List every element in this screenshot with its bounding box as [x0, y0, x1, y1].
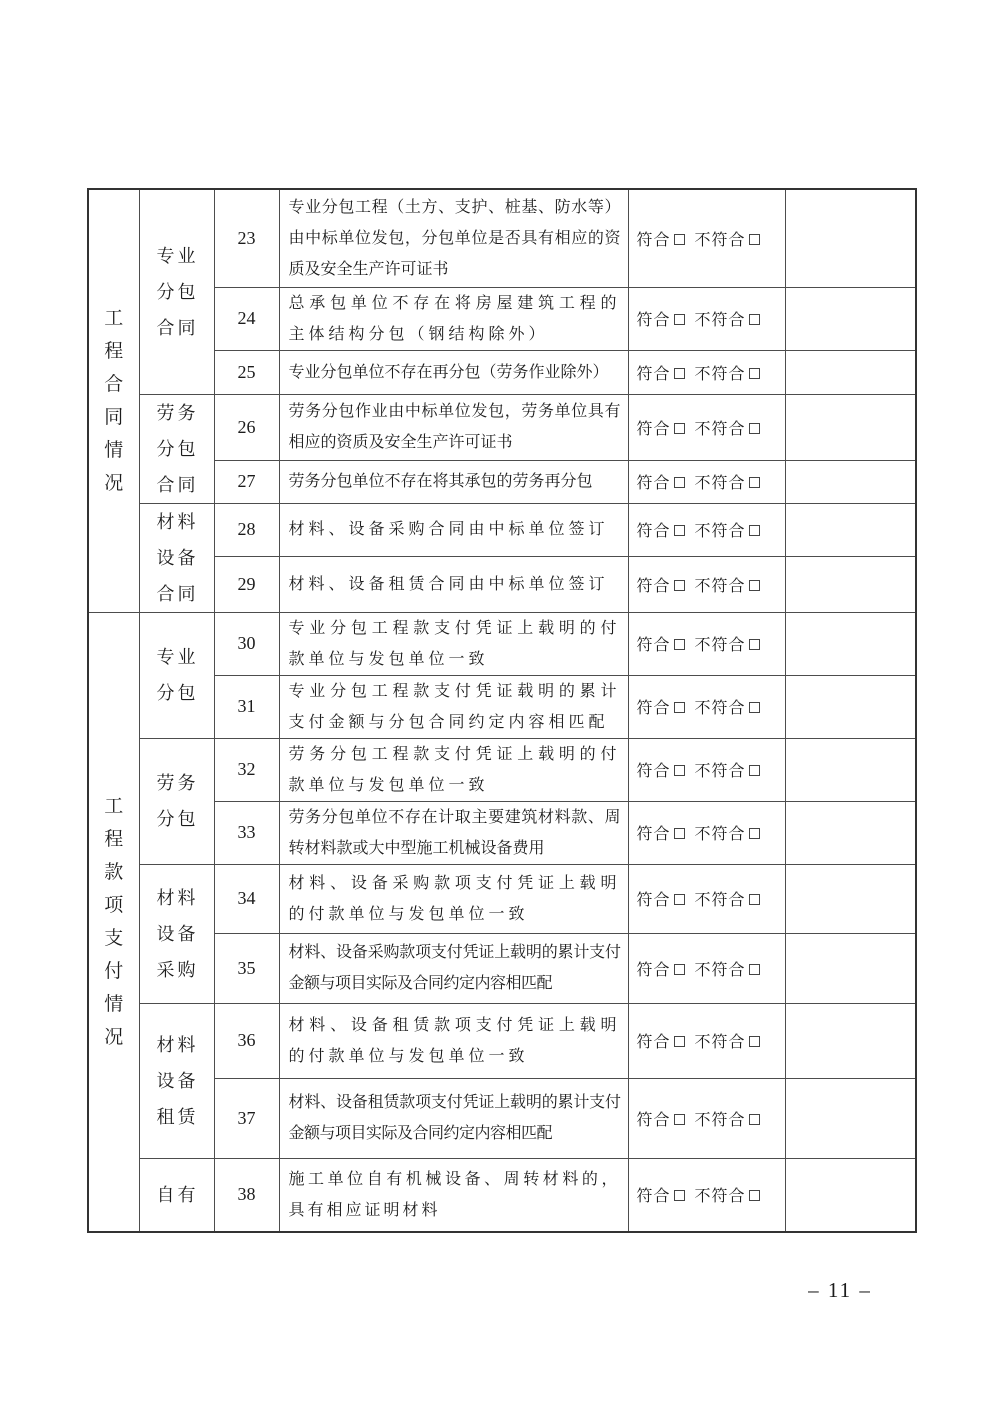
compliance-options [628, 738, 785, 801]
compliance-options [628, 557, 785, 612]
compliance-ok-label: 符合 [636, 763, 671, 780]
compliance-no-checkbox[interactable] [749, 828, 760, 839]
compliance-ok-label: 符合 [636, 312, 671, 329]
item-description: 材料、设备租赁合同由中标单位签订 [279, 557, 628, 612]
compliance-no-label: 不符合 [694, 1034, 746, 1051]
item-description: 材料、设备租赁款项支付凭证上载明的付款单位与发包单位一致 [279, 1003, 628, 1078]
compliance-ok-label: 符合 [636, 637, 671, 654]
item-description: 材料、设备采购款项支付凭证上载明的累计支付金额与项目实际及合同约定内容相匹配 [279, 933, 628, 1003]
category-cell-payment-status [88, 612, 139, 1232]
compliance-ok-label: 符合 [636, 523, 671, 541]
compliance-options [628, 612, 785, 675]
compliance-no-label: 不符合 [694, 420, 746, 438]
compliance-ok-label: 符合 [636, 700, 671, 717]
compliance-options [628, 864, 785, 933]
inspection-checklist-table [87, 188, 917, 1233]
item-number: 33 [214, 801, 279, 864]
compliance-no-label: 不符合 [694, 826, 746, 843]
group-cell-professional-subcontract-payment [139, 612, 214, 738]
compliance-ok-checkbox[interactable] [674, 964, 685, 975]
compliance-no-label: 不符合 [694, 700, 746, 717]
item-number: 35 [214, 933, 279, 1003]
group-label: 自有 [156, 1184, 199, 1205]
compliance-ok-checkbox[interactable] [674, 234, 685, 245]
item-description: 专业分包单位不存在再分包（劳务作业除外） [279, 350, 628, 394]
remarks-cell [785, 1078, 916, 1158]
item-number: 36 [214, 1003, 279, 1078]
item-description: 专业分包工程款支付凭证载明的累计支付金额与分包合同约定内容相匹配 [279, 675, 628, 738]
item-number: 26 [214, 394, 279, 460]
compliance-no-label: 不符合 [694, 475, 746, 492]
compliance-options [628, 933, 785, 1003]
item-description: 劳务分包单位不存在将其承包的劳务再分包 [279, 460, 628, 503]
compliance-no-checkbox[interactable] [749, 314, 760, 325]
group-cell-self-owned [139, 1158, 214, 1232]
compliance-no-label: 不符合 [694, 961, 746, 979]
compliance-no-checkbox[interactable] [749, 1114, 760, 1125]
remarks-cell [785, 287, 916, 350]
item-description: 劳务分包单位不存在计取主要建筑材料款、周转材料款或大中型施工机械设备费用 [279, 801, 628, 864]
compliance-ok-label: 符合 [636, 577, 671, 595]
compliance-options [628, 460, 785, 503]
remarks-cell [785, 738, 916, 801]
remarks-cell [785, 864, 916, 933]
remarks-cell [785, 503, 916, 557]
compliance-ok-checkbox[interactable] [674, 314, 685, 325]
item-description: 材料、设备租赁款项支付凭证上载明的累计支付金额与项目实际及合同约定内容相匹配 [279, 1078, 628, 1158]
compliance-options [628, 675, 785, 738]
group-cell-material-equipment-purchase [139, 864, 214, 1003]
compliance-no-checkbox[interactable] [749, 234, 760, 245]
item-description: 专业分包工程（土方、支护、桩基、防水等）由中标单位发包，分包单位是否具有相应的资质及安全生产许可证书 [279, 189, 628, 287]
compliance-no-checkbox[interactable] [749, 423, 760, 434]
compliance-options [628, 1078, 785, 1158]
remarks-cell [785, 350, 916, 394]
group-cell-material-equipment-contract [139, 503, 214, 612]
compliance-no-label: 不符合 [694, 577, 746, 595]
compliance-options [628, 801, 785, 864]
group-cell-labor-subcontract-contract [139, 394, 214, 503]
group-label: 材料设备合同 [156, 511, 199, 604]
compliance-no-checkbox[interactable] [749, 765, 760, 776]
compliance-no-label: 不符合 [694, 1188, 746, 1206]
compliance-ok-checkbox[interactable] [674, 368, 685, 379]
compliance-ok-checkbox[interactable] [674, 1036, 685, 1047]
compliance-options [628, 287, 785, 350]
item-number: 32 [214, 738, 279, 801]
group-label: 材料设备租赁 [156, 1034, 199, 1127]
compliance-ok-checkbox[interactable] [674, 894, 685, 905]
compliance-ok-label: 符合 [636, 961, 671, 979]
compliance-no-label: 不符合 [694, 312, 746, 329]
remarks-cell [785, 189, 916, 287]
compliance-ok-checkbox[interactable] [674, 702, 685, 713]
compliance-ok-checkbox[interactable] [674, 1114, 685, 1125]
compliance-ok-checkbox[interactable] [674, 477, 685, 488]
item-description: 材料、设备采购合同由中标单位签订 [279, 503, 628, 557]
compliance-options [628, 503, 785, 557]
compliance-options [628, 189, 785, 287]
item-number: 38 [214, 1158, 279, 1232]
remarks-cell [785, 612, 916, 675]
compliance-no-label: 不符合 [694, 365, 746, 383]
group-cell-material-equipment-lease [139, 1003, 214, 1158]
item-description: 材料、设备采购款项支付凭证上载明的付款单位与发包单位一致 [279, 864, 628, 933]
item-number: 31 [214, 675, 279, 738]
compliance-no-checkbox[interactable] [749, 894, 760, 905]
item-description: 专业分包工程款支付凭证上载明的付款单位与发包单位一致 [279, 612, 628, 675]
remarks-cell [785, 1158, 916, 1232]
item-description: 施工单位自有机械设备、周转材料的，具有相应证明材料 [279, 1158, 628, 1232]
compliance-ok-checkbox[interactable] [674, 639, 685, 650]
compliance-ok-checkbox[interactable] [674, 765, 685, 776]
item-number: 34 [214, 864, 279, 933]
compliance-no-checkbox[interactable] [749, 1036, 760, 1047]
compliance-no-checkbox[interactable] [749, 368, 760, 379]
compliance-options [628, 1158, 785, 1232]
group-label: 材料设备采购 [156, 887, 199, 980]
compliance-no-label: 不符合 [694, 892, 746, 909]
compliance-ok-checkbox[interactable] [674, 423, 685, 434]
item-number: 23 [214, 189, 279, 287]
category-label: 工程合同情况 [104, 307, 124, 494]
compliance-no-checkbox[interactable] [749, 964, 760, 975]
item-description: 劳务分包工程款支付凭证上载明的付款单位与发包单位一致 [279, 738, 628, 801]
compliance-ok-checkbox[interactable] [674, 828, 685, 839]
compliance-no-label: 不符合 [694, 763, 746, 780]
item-number: 27 [214, 460, 279, 503]
remarks-cell [785, 1003, 916, 1078]
group-cell-labor-subcontract-payment [139, 738, 214, 864]
remarks-cell [785, 394, 916, 460]
compliance-ok-label: 符合 [636, 420, 671, 438]
remarks-cell [785, 675, 916, 738]
item-description: 劳务分包作业由中标单位发包，劳务单位具有相应的资质及安全生产许可证书 [279, 394, 628, 460]
remarks-cell [785, 801, 916, 864]
compliance-no-label: 不符合 [694, 1111, 746, 1129]
compliance-ok-label: 符合 [636, 231, 671, 249]
item-number: 25 [214, 350, 279, 394]
group-label: 劳务分包合同 [156, 402, 199, 495]
compliance-ok-label: 符合 [636, 826, 671, 843]
item-description: 总承包单位不存在将房屋建筑工程的主体结构分包（钢结构除外） [279, 287, 628, 350]
compliance-options [628, 1003, 785, 1078]
compliance-ok-label: 符合 [636, 1034, 671, 1051]
category-label: 工程款项支付情况 [104, 795, 124, 1048]
compliance-options [628, 394, 785, 460]
remarks-cell [785, 460, 916, 503]
compliance-no-checkbox[interactable] [749, 525, 760, 536]
compliance-no-checkbox[interactable] [749, 580, 760, 591]
compliance-ok-checkbox[interactable] [674, 580, 685, 591]
group-label: 专业分包合同 [156, 245, 199, 338]
compliance-ok-checkbox[interactable] [674, 525, 685, 536]
compliance-no-checkbox[interactable] [749, 702, 760, 713]
item-number: 24 [214, 287, 279, 350]
group-label: 专业分包 [156, 647, 199, 703]
item-number: 37 [214, 1078, 279, 1158]
item-number: 30 [214, 612, 279, 675]
compliance-no-label: 不符合 [694, 523, 746, 541]
compliance-no-checkbox[interactable] [749, 1190, 760, 1201]
item-number: 29 [214, 557, 279, 612]
compliance-no-label: 不符合 [694, 231, 746, 249]
group-label: 劳务分包 [156, 773, 199, 829]
remarks-cell [785, 933, 916, 1003]
compliance-no-label: 不符合 [694, 637, 746, 654]
compliance-options [628, 350, 785, 394]
remarks-cell [785, 557, 916, 612]
page-number: – 11 – [808, 1278, 872, 1302]
compliance-ok-label: 符合 [636, 365, 671, 383]
compliance-ok-label: 符合 [636, 892, 671, 909]
compliance-no-checkbox[interactable] [749, 477, 760, 488]
compliance-ok-checkbox[interactable] [674, 1190, 685, 1201]
compliance-ok-label: 符合 [636, 1111, 671, 1129]
item-number: 28 [214, 503, 279, 557]
compliance-ok-label: 符合 [636, 475, 671, 492]
compliance-ok-label: 符合 [636, 1188, 671, 1206]
compliance-no-checkbox[interactable] [749, 639, 760, 650]
category-cell-contract-status [88, 189, 139, 612]
group-cell-professional-subcontract-contract [139, 189, 214, 394]
